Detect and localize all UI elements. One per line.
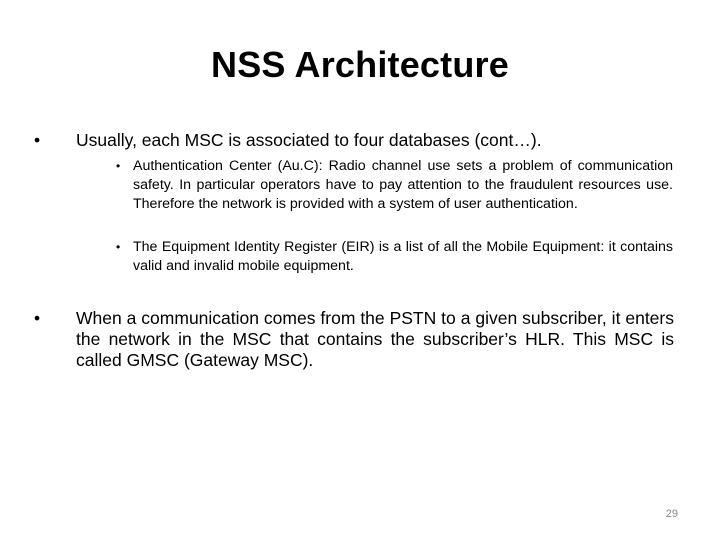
bullet-marker: • bbox=[34, 308, 41, 328]
bullet-text: When a communication comes from the PSTN to a given subscriber, it enters the network in the MSC that contains the subscriber’s HLR. This MSC is called GMSC (Gateway MSC). bbox=[76, 308, 674, 370]
sub-bullet-marker: • bbox=[116, 159, 121, 173]
sub-bullet-text: The Equipment Identity Register (EIR) is a list of all the Mobile Equipment: it contains valid and invalid mobile equipment. bbox=[133, 239, 673, 274]
slide-title: NSS Architecture bbox=[211, 44, 509, 85]
sub-bullet-item-1 bbox=[116, 157, 674, 235]
sub-bullet-item-2 bbox=[116, 238, 674, 278]
bullet-text: Usually, each MSC is associated to four databases (cont…). bbox=[76, 130, 542, 150]
bullet-item-1 bbox=[34, 130, 674, 152]
bullet-marker: • bbox=[34, 130, 41, 150]
sub-bullet-text: Authentication Center (Au.C): Radio channel use sets a problem of communication safety. In particular operators have to pay attention to the fraudulent resources use. Therefore the network is provided with a system of user authentication. bbox=[133, 158, 673, 212]
page-number: 29 bbox=[665, 508, 678, 520]
sub-bullet-marker: • bbox=[116, 240, 121, 254]
bullet-item-2 bbox=[34, 308, 674, 374]
